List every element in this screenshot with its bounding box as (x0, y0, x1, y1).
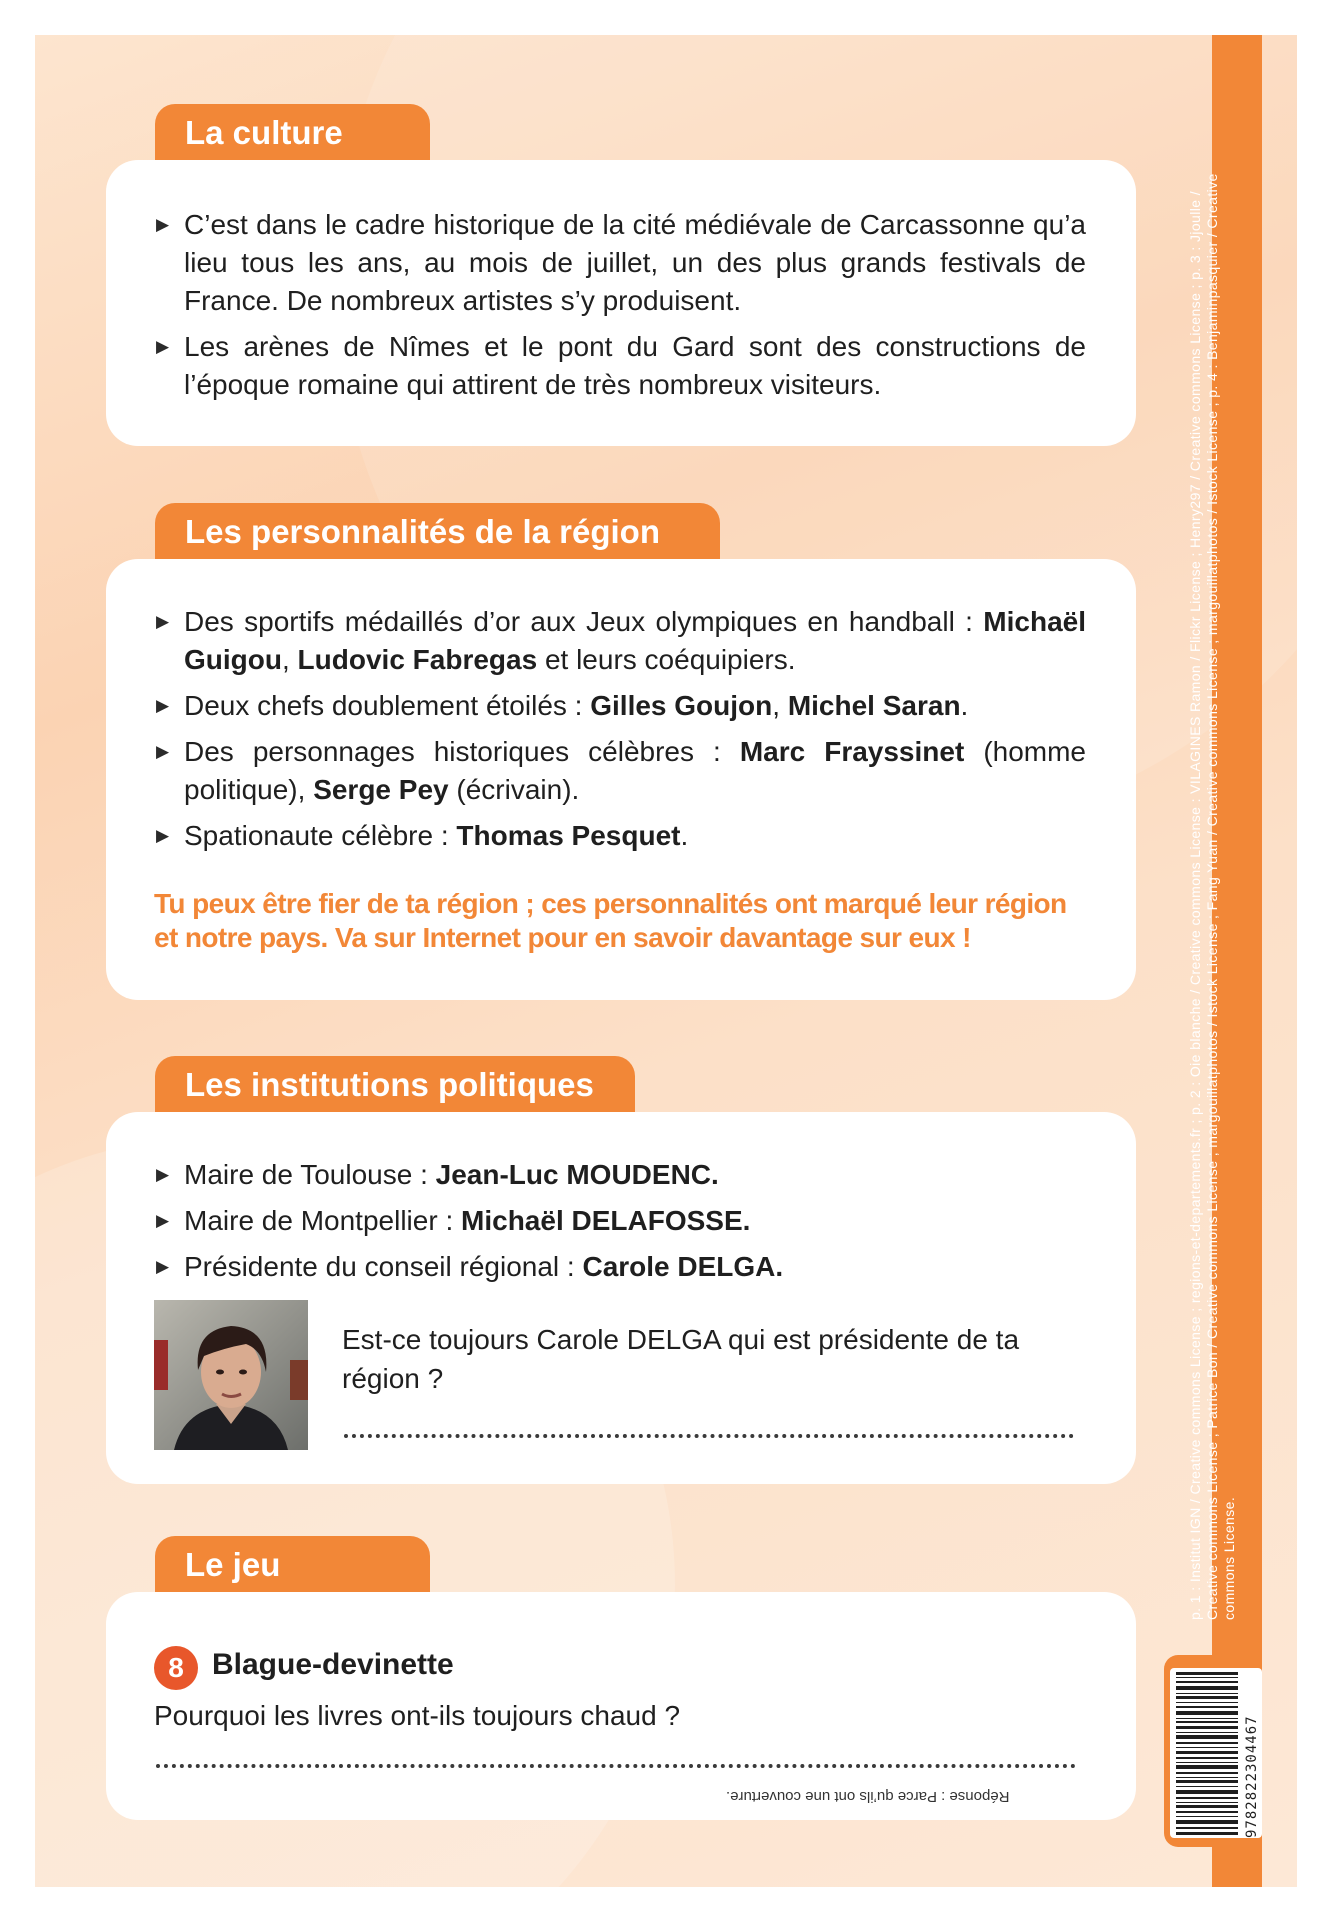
personalities-card (106, 559, 1136, 1000)
number-badge: 8 (154, 1646, 198, 1690)
portrait-illustration (154, 1300, 308, 1450)
list-item: ▶ Les arènes de Nîmes et le pont du Gard sont des constructions de l’époque romaine qui attirent de très nombreux visiteurs. (156, 328, 1086, 404)
list-item: ▶ Maire de Toulouse : Jean-Luc MOUDENC. (156, 1156, 1086, 1194)
arrow-icon: ▶ (156, 742, 170, 761)
section-tab-personalities: Les personnalités de la région (155, 503, 720, 559)
list-item: ▶ Spationaute célèbre : Thomas Pesquet. (156, 817, 1086, 855)
section-tab-institutions: Les institutions politiques (155, 1056, 635, 1112)
institutions-list (156, 1156, 1086, 1294)
portrait-photo (154, 1300, 308, 1450)
upside-down-answer: Réponse : Parce qu’ils ont une couverture. (726, 1788, 1010, 1805)
barcode-number: 9782822304467 (1244, 1715, 1260, 1838)
president-question: Est-ce toujours Carole DELGA qui est présidente de ta région ? (342, 1324, 1020, 1394)
section-tab-game: Le jeu (155, 1536, 430, 1592)
list-item: ▶ C’est dans le cadre historique de la cité médiévale de Carcassonne qu’a lieu tous les ans, au mois de juillet, un des plus grands festivals de France. De nombreux artistes s’y produisent. (156, 206, 1086, 320)
arrow-icon: ▶ (156, 612, 170, 631)
list-item: ▶ Présidente du conseil régional : Carole DELGA. (156, 1248, 1086, 1286)
answer-line[interactable] (344, 1434, 1074, 1438)
list-item: ▶ Des personnages historiques célèbres : Marc Frayssinet (homme politique), Serge Pey (écrivain). (156, 733, 1086, 809)
personalities-list (156, 603, 1086, 863)
arrow-icon: ▶ (156, 1211, 170, 1230)
game-title: Blague-devinette (212, 1648, 454, 1681)
section-tab-culture: La culture (155, 104, 430, 160)
arrow-icon: ▶ (156, 826, 170, 845)
culture-card (106, 160, 1136, 446)
answer-line[interactable] (156, 1764, 1076, 1768)
arrow-icon: ▶ (156, 1165, 170, 1184)
photo-credits: p. 1 : Institut IGN / Creative commons License ; regions-et-departements.fr ; p. 2 : Oie blanche / Creative commons License : VILAGINES Ramon / Flickr License ; Henry297 / Creative commons License ; p. 3 : Jjoulle / Creative commons License ; Patrice Bon / Creative commons License ; margouillatphotos / Istock License ; Fang Yuan / Creative commons License ; margouillatphotos / Istock License ; p. 4 : Benjaminpasquier / Creative commons License. (1187, 173, 1237, 1620)
culture-list (156, 206, 1086, 412)
arrow-icon: ▶ (156, 696, 170, 715)
game-question: Pourquoi les livres ont-ils toujours chaud ? (154, 1700, 681, 1731)
arrow-icon: ▶ (156, 1257, 170, 1276)
arrow-icon: ▶ (156, 215, 170, 234)
arrow-icon: ▶ (156, 337, 170, 356)
institutions-card (106, 1112, 1136, 1484)
personalities-note: Tu peux être fier de ta région ; ces personnalités ont marqué leur région et notre pays. Va sur Internet pour en savoir davantage sur eux ! (154, 888, 1067, 953)
list-item: ▶ Maire de Montpellier : Michaël DELAFOSSE. (156, 1202, 1086, 1240)
list-item: ▶ Des sportifs médaillés d’or aux Jeux olympiques en handball : Michaël Guigou, Ludovic Fabregas et leurs coéquipiers. (156, 603, 1086, 679)
list-item: ▶ Deux chefs doublement étoilés : Gilles Goujon, Michel Saran. (156, 687, 1086, 725)
game-card (106, 1592, 1136, 1820)
